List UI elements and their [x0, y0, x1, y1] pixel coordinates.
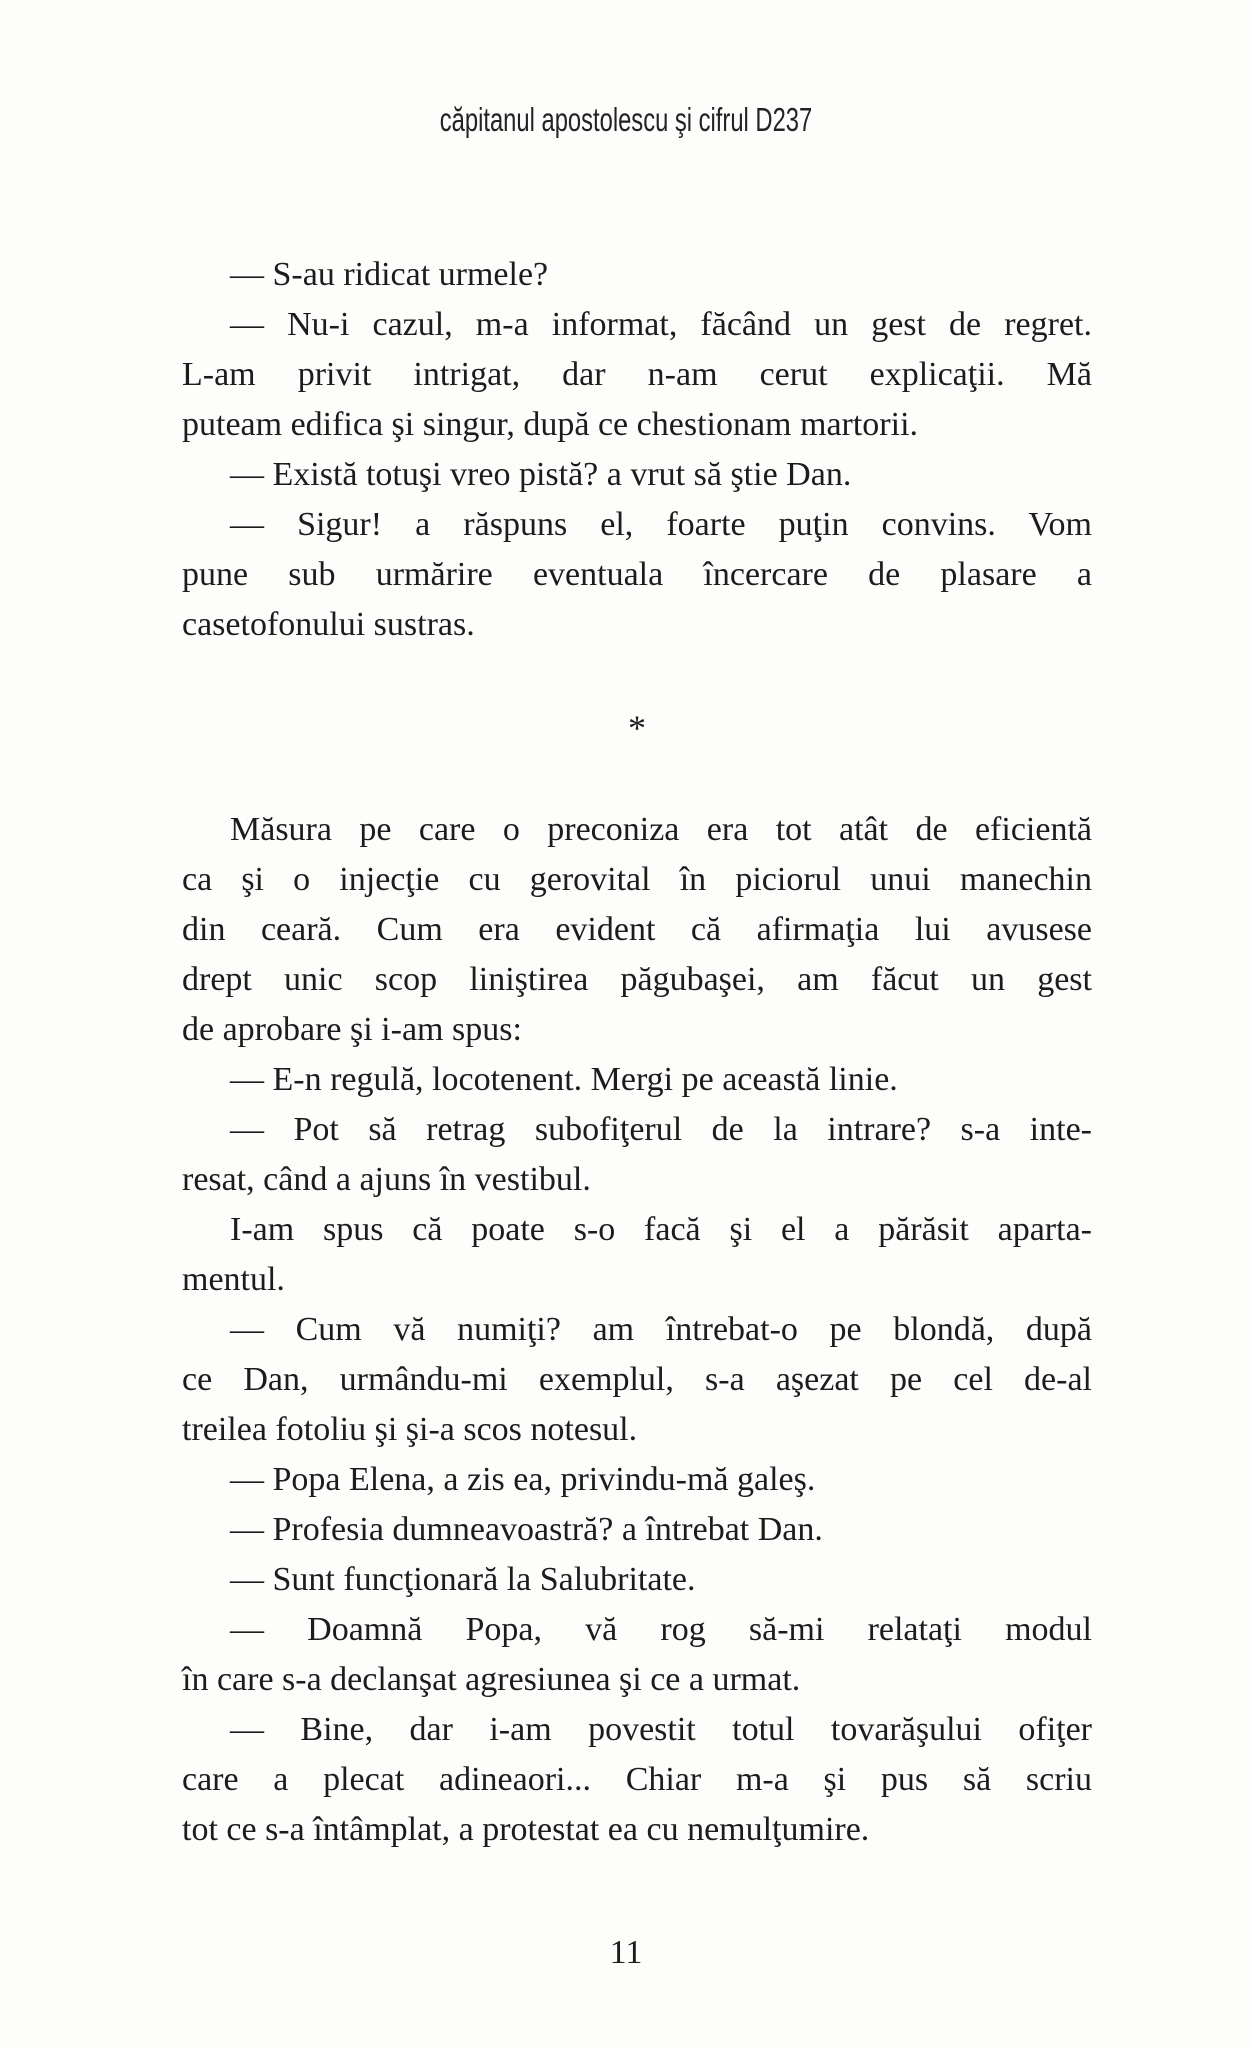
- text-line: — E-n regulă, locotenent. Mergi pe această linie.: [230, 1061, 898, 1098]
- section-separator: *: [628, 707, 646, 748]
- text-line: — Sunt funcţionară la Salubritate.: [230, 1561, 696, 1598]
- text-line: — Profesia dumneavoastră? a întrebat Dan.: [230, 1511, 823, 1548]
- text-line: din ceară. Cum era evident că afirmaţia lui avusese: [182, 911, 1092, 948]
- text-line: I-am spus că poate s-o facă şi el a părăsit aparta-: [230, 1211, 1092, 1248]
- text-line: mentul.: [182, 1261, 285, 1298]
- text-line: care a plecat adineaori... Chiar m-a şi pus să scriu: [182, 1761, 1092, 1798]
- text-line: ca şi o injecţie cu gerovital în piciorul unui manechin: [182, 861, 1092, 898]
- text-line: în care s-a declanşat agresiunea şi ce a urmat.: [182, 1661, 801, 1698]
- text-line: ce Dan, urmându-mi exemplul, s-a aşezat pe cel de-al: [182, 1361, 1092, 1398]
- text-line: tot ce s-a întâmplat, a protestat ea cu nemulţumire.: [182, 1811, 870, 1848]
- text-line: — Doamnă Popa, vă rog să-mi relataţi modul: [230, 1611, 1092, 1648]
- text-line: — Cum vă numiţi? am întrebat-o pe blondă, după: [230, 1311, 1092, 1348]
- text-line: — Există totuşi vreo pistă? a vrut să ştie Dan.: [230, 456, 852, 493]
- text-line: resat, când a ajuns în vestibul.: [182, 1161, 591, 1198]
- running-header: căpitanul apostolescu şi cifrul D237: [439, 101, 813, 138]
- page-number: 11: [609, 1934, 643, 1971]
- text-line: casetofonului sustras.: [182, 606, 475, 643]
- text-line: L-am privit intrigat, dar n-am cerut explicaţii. Mă: [182, 356, 1092, 393]
- text-line: — Popa Elena, a zis ea, privindu-mă galeş.: [230, 1461, 816, 1498]
- text-line: — S-au ridicat urmele?: [230, 256, 549, 293]
- text-line: pune sub urmărire eventuala încercare de plasare a: [182, 556, 1092, 593]
- text-line: — Nu-i cazul, m-a informat, făcând un gest de regret.: [230, 306, 1092, 343]
- page-body: [182, 250, 1092, 1855]
- text-line: puteam edifica şi singur, după ce chestionam martorii.: [182, 406, 919, 443]
- text-line: Măsura pe care o preconiza era tot atât de eficientă: [230, 811, 1092, 848]
- text-line: de aprobare şi i-am spus:: [182, 1011, 522, 1048]
- text-line: — Sigur! a răspuns el, foarte puţin convins. Vom: [230, 506, 1092, 543]
- text-line: treilea fotoliu şi şi-a scos notesul.: [182, 1411, 638, 1448]
- text-line: drept unic scop liniştirea păgubaşei, am făcut un gest: [182, 961, 1092, 998]
- text-line: — Bine, dar i-am povestit totul tovarăşului ofiţer: [230, 1711, 1092, 1748]
- text-line: — Pot să retrag subofiţerul de la intrare? s-a inte-: [230, 1111, 1092, 1148]
